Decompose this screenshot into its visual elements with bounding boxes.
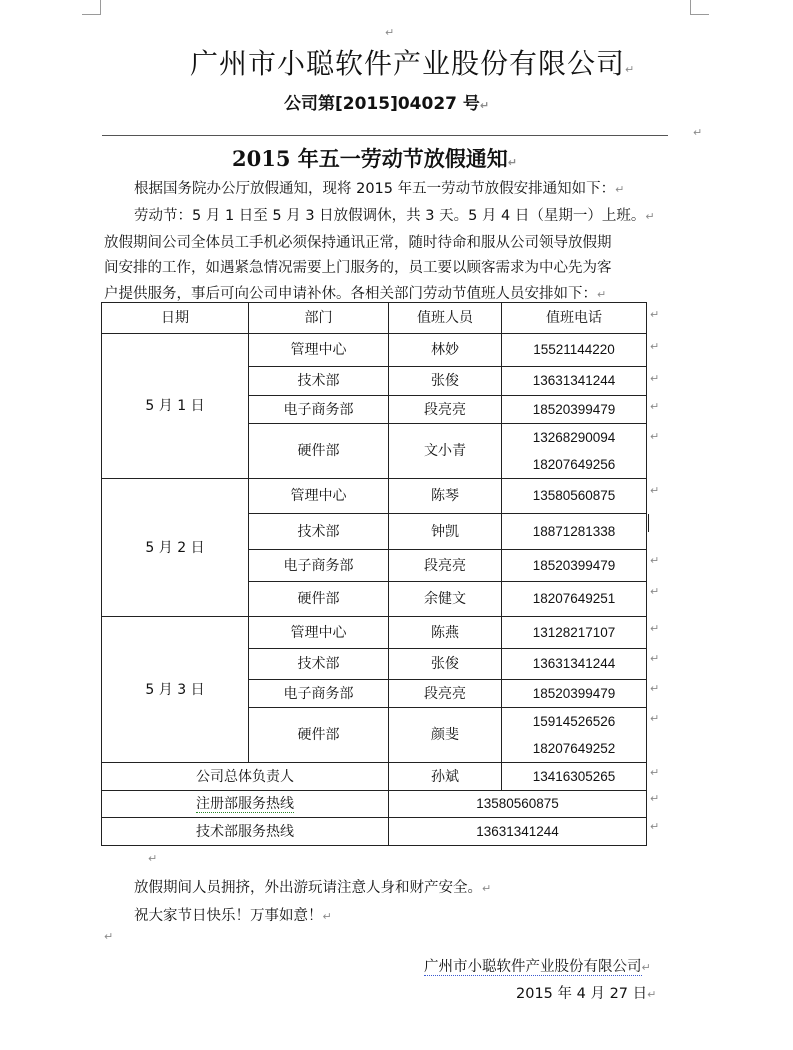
notice-paragraph-3-line-1: 放假期间公司全体员工手机必须保持通讯正常，随时待命和服从公司领导放假期 bbox=[104, 235, 612, 251]
date-cell-may-1: 5 月 1 日 bbox=[102, 334, 249, 479]
label-cell: 公司总体负责人 bbox=[102, 763, 389, 791]
dept-cell: 硬件部 bbox=[249, 582, 389, 617]
row-end-mark: ↵ bbox=[650, 585, 660, 598]
row-end-mark: ↵ bbox=[650, 682, 660, 695]
table-row-registration-hotline bbox=[102, 791, 647, 818]
phone-cell: 13631341244 bbox=[502, 367, 647, 396]
document-number: 公司第[2015]04027 号↵ bbox=[284, 94, 490, 114]
dept-cell: 技术部 bbox=[249, 649, 389, 680]
dept-cell: 硬件部 bbox=[249, 424, 389, 479]
person-cell: 孙斌 bbox=[389, 763, 502, 791]
table-row bbox=[102, 617, 647, 649]
phone-cell: 18520399479 bbox=[502, 396, 647, 424]
page-corner-top-right bbox=[690, 0, 709, 15]
phone-cell: 13128217107 bbox=[502, 617, 647, 649]
row-end-mark: ↵ bbox=[650, 820, 660, 833]
phone-cell: 13580560875 bbox=[389, 791, 647, 818]
dept-cell: 管理中心 bbox=[249, 334, 389, 367]
dept-cell: 管理中心 bbox=[249, 479, 389, 514]
person-cell: 颜斐 bbox=[389, 708, 502, 763]
table-header-row bbox=[102, 303, 647, 334]
person-cell: 张俊 bbox=[389, 649, 502, 680]
row-end-mark: ↵ bbox=[650, 340, 660, 353]
signature-date: 2015 年 4 月 27 日↵ bbox=[516, 986, 657, 1002]
phone-number: 13268290094 bbox=[532, 430, 616, 445]
dept-cell: 硬件部 bbox=[249, 708, 389, 763]
person-cell: 段亮亮 bbox=[389, 680, 502, 708]
header-divider bbox=[102, 135, 668, 136]
text-cursor bbox=[648, 514, 649, 532]
notice-paragraph-3-line-3: 户提供服务，事后可向公司申请补休。各相关部门劳动节值班人员安排如下：↵ bbox=[104, 286, 607, 302]
dept-cell: 电子商务部 bbox=[249, 550, 389, 582]
row-end-mark: ↵ bbox=[650, 430, 660, 443]
signature-company: 广州市小聪软件产业股份有限公司↵ bbox=[424, 959, 651, 975]
person-cell: 钟凯 bbox=[389, 514, 502, 550]
paragraph-mark: ↵ bbox=[148, 852, 158, 865]
duty-schedule-table bbox=[101, 302, 647, 846]
phone-cell: 18520399479 bbox=[502, 680, 647, 708]
label-cell: 注册部服务热线 bbox=[102, 791, 389, 818]
dept-cell: 技术部 bbox=[249, 514, 389, 550]
phone-number: 18207649256 bbox=[532, 457, 616, 472]
table-row-general-manager bbox=[102, 763, 647, 791]
phone-cell: 15521144220 bbox=[502, 334, 647, 367]
header-date: 日期 bbox=[102, 303, 249, 334]
person-cell: 段亮亮 bbox=[389, 550, 502, 582]
row-end-mark: ↵ bbox=[650, 308, 660, 321]
paragraph-mark: ↵ bbox=[385, 26, 395, 39]
person-cell: 林妙 bbox=[389, 334, 502, 367]
dept-cell: 电子商务部 bbox=[249, 396, 389, 424]
phone-cell bbox=[502, 708, 647, 763]
page-corner-top-left bbox=[82, 0, 101, 15]
row-end-mark: ↵ bbox=[650, 792, 660, 805]
row-end-mark: ↵ bbox=[650, 554, 660, 567]
person-cell: 段亮亮 bbox=[389, 396, 502, 424]
header-department: 部门 bbox=[249, 303, 389, 334]
table-row bbox=[102, 334, 647, 367]
phone-cell bbox=[502, 424, 647, 479]
person-cell: 陈燕 bbox=[389, 617, 502, 649]
row-end-mark: ↵ bbox=[650, 372, 660, 385]
closing-line-1: 放假期间人员拥挤，外出游玩请注意人身和财产安全。↵ bbox=[134, 880, 492, 896]
phone-cell: 13631341244 bbox=[389, 818, 647, 846]
closing-line-2: 祝大家节日快乐！万事如意！↵ bbox=[134, 908, 332, 924]
dept-cell: 电子商务部 bbox=[249, 680, 389, 708]
notice-paragraph-3-line-2: 间安排的工作，如遇紧急情况需要上门服务的，员工要以顾客需求为中心先为客 bbox=[104, 260, 612, 276]
row-end-mark: ↵ bbox=[650, 766, 660, 779]
notice-title: 2015 年五一劳动节放假通知↵ bbox=[232, 146, 517, 171]
person-cell: 余健文 bbox=[389, 582, 502, 617]
row-end-mark: ↵ bbox=[650, 652, 660, 665]
person-cell: 张俊 bbox=[389, 367, 502, 396]
row-end-mark: ↵ bbox=[650, 400, 660, 413]
date-cell-may-2: 5 月 2 日 bbox=[102, 479, 249, 617]
phone-number: 15914526526 bbox=[532, 714, 616, 729]
row-end-mark: ↵ bbox=[650, 622, 660, 635]
phone-cell: 18871281338 bbox=[502, 514, 647, 550]
notice-paragraph-1: 根据国务院办公厅放假通知，现将 2015 年五一劳动节放假安排通知如下：↵ bbox=[134, 181, 625, 197]
date-cell-may-3: 5 月 3 日 bbox=[102, 617, 249, 763]
notice-paragraph-2: 劳动节：5 月 1 日至 5 月 3 日放假调休，共 3 天。5 月 4 日（星期一）上班。↵ bbox=[134, 208, 655, 224]
paragraph-mark: ↵ bbox=[104, 930, 114, 943]
person-cell: 陈琴 bbox=[389, 479, 502, 514]
row-end-mark: ↵ bbox=[650, 484, 660, 497]
phone-cell: 18207649251 bbox=[502, 582, 647, 617]
phone-cell: 13631341244 bbox=[502, 649, 647, 680]
phone-cell: 18520399479 bbox=[502, 550, 647, 582]
label-cell: 技术部服务热线 bbox=[102, 818, 389, 846]
phone-cell: 13580560875 bbox=[502, 479, 647, 514]
paragraph-mark: ↵ bbox=[693, 126, 703, 139]
header-duty-phone: 值班电话 bbox=[502, 303, 647, 334]
phone-cell: 13416305265 bbox=[502, 763, 647, 791]
person-cell: 文小青 bbox=[389, 424, 502, 479]
table-row-tech-hotline bbox=[102, 818, 647, 846]
company-name-heading: 广州市小聪软件产业股份有限公司↵ bbox=[190, 47, 636, 80]
header-duty-person: 值班人员 bbox=[389, 303, 502, 334]
dept-cell: 技术部 bbox=[249, 367, 389, 396]
phone-number: 18207649252 bbox=[532, 741, 616, 756]
row-end-mark: ↵ bbox=[650, 712, 660, 725]
dept-cell: 管理中心 bbox=[249, 617, 389, 649]
table-row bbox=[102, 479, 647, 514]
